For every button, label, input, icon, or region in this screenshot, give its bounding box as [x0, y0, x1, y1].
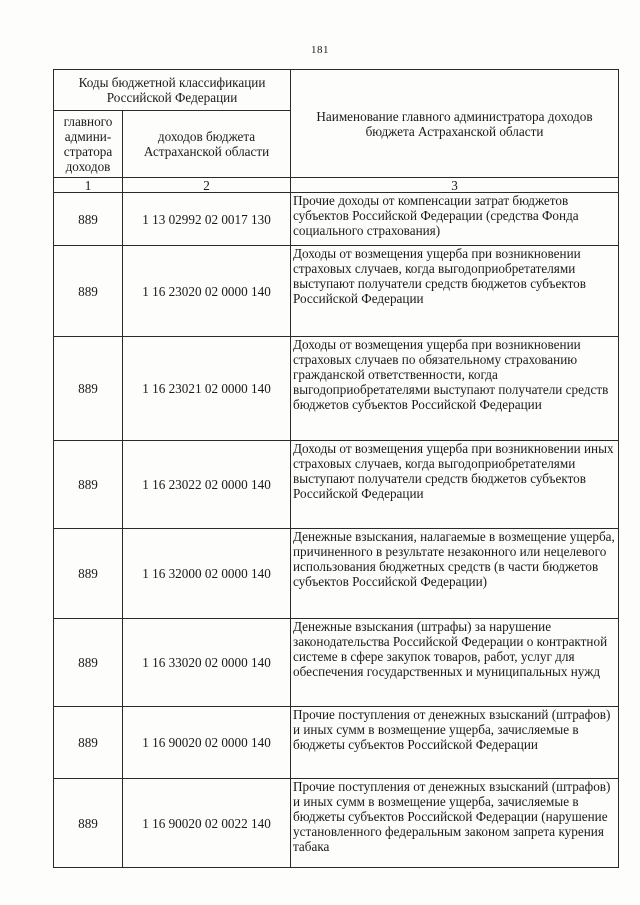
administrator-name-cell: Прочие доходы от компенсации затрат бюджетов субъектов Российской Федерации (средства Фонда социального страхования) — [291, 193, 619, 246]
header-group-label: Коды бюджетной классификации Российской Федерации — [54, 70, 291, 111]
admin-code-cell: 889 — [54, 619, 123, 707]
administrator-name-cell: Денежные взыскания (штрафы) за нарушение законодательства Российской Федерации о контрактной системе в сфере закупок товаров, работ, услуг для обеспечения государственных и муниципальных нужд — [291, 619, 619, 707]
table-row — [54, 246, 619, 337]
table-row — [54, 337, 619, 441]
admin-code-cell: 889 — [54, 779, 123, 868]
header-name-column: Наименование главного администратора доходов бюджета Астраханской области — [291, 70, 619, 178]
administrator-name-cell: Прочие поступления от денежных взысканий (штрафов) и иных сумм в возмещение ущерба, зачисляемые в бюджеты субъектов Российской Федерации — [291, 707, 619, 779]
header-revenue-column: доходов бюджета Астраханской области — [123, 111, 291, 178]
administrator-name-cell: Доходы от возмещения ущерба при возникновении страховых случаев по обязательному страхованию гражданской ответственности, когда выгодоприобретателями выступают получатели средств бюджетов субъектов Российской Федерации — [291, 337, 619, 441]
admin-code-cell: 889 — [54, 337, 123, 441]
revenue-code-cell: 1 16 23022 02 0000 140 — [123, 441, 291, 529]
table-row — [54, 619, 619, 707]
revenue-code-cell: 1 16 33020 02 0000 140 — [123, 619, 291, 707]
admin-code-cell: 889 — [54, 707, 123, 779]
budget-classification-table — [53, 69, 619, 868]
header-admin-column: главного админи-стратора доходов — [54, 111, 123, 178]
table-row — [54, 441, 619, 529]
column-number-row — [54, 178, 619, 193]
admin-code-cell: 889 — [54, 441, 123, 529]
table-row — [54, 529, 619, 619]
revenue-code-cell: 1 16 90020 02 0000 140 — [123, 707, 291, 779]
table-row — [54, 779, 619, 868]
admin-code-cell: 889 — [54, 193, 123, 246]
table-header-row — [54, 70, 619, 111]
admin-code-cell: 889 — [54, 529, 123, 619]
revenue-code-cell: 1 16 90020 02 0022 140 — [123, 779, 291, 868]
table-row — [54, 707, 619, 779]
revenue-code-cell: 1 16 23021 02 0000 140 — [123, 337, 291, 441]
administrator-name-cell: Прочие поступления от денежных взысканий (штрафов) и иных сумм в возмещение ущерба, зачисляемые в бюджеты субъектов Российской Федерации (нарушение установленного федеральным законом запрета курения табака — [291, 779, 619, 868]
page-number: 181 — [311, 44, 329, 56]
admin-code-cell: 889 — [54, 246, 123, 337]
revenue-code-cell: 1 16 23020 02 0000 140 — [123, 246, 291, 337]
administrator-name-cell: Денежные взыскания, налагаемые в возмещение ущерба, причиненного в результате незаконного или нецелевого использования бюджетных средств (в части бюджетов субъектов Российской Федерации) — [291, 529, 619, 619]
table-row — [54, 193, 619, 246]
revenue-code-cell: 1 16 32000 02 0000 140 — [123, 529, 291, 619]
column-number: 1 — [54, 178, 123, 193]
column-number: 3 — [291, 178, 619, 193]
revenue-code-cell: 1 13 02992 02 0017 130 — [123, 193, 291, 246]
administrator-name-cell: Доходы от возмещения ущерба при возникновении страховых случаев, когда выгодоприобретателями выступают получатели средств бюджетов субъектов Российской Федерации — [291, 246, 619, 337]
administrator-name-cell: Доходы от возмещения ущерба при возникновении иных страховых случаев, когда выгодоприобретателями выступают получатели средств бюджетов субъектов Российской Федерации — [291, 441, 619, 529]
column-number: 2 — [123, 178, 291, 193]
